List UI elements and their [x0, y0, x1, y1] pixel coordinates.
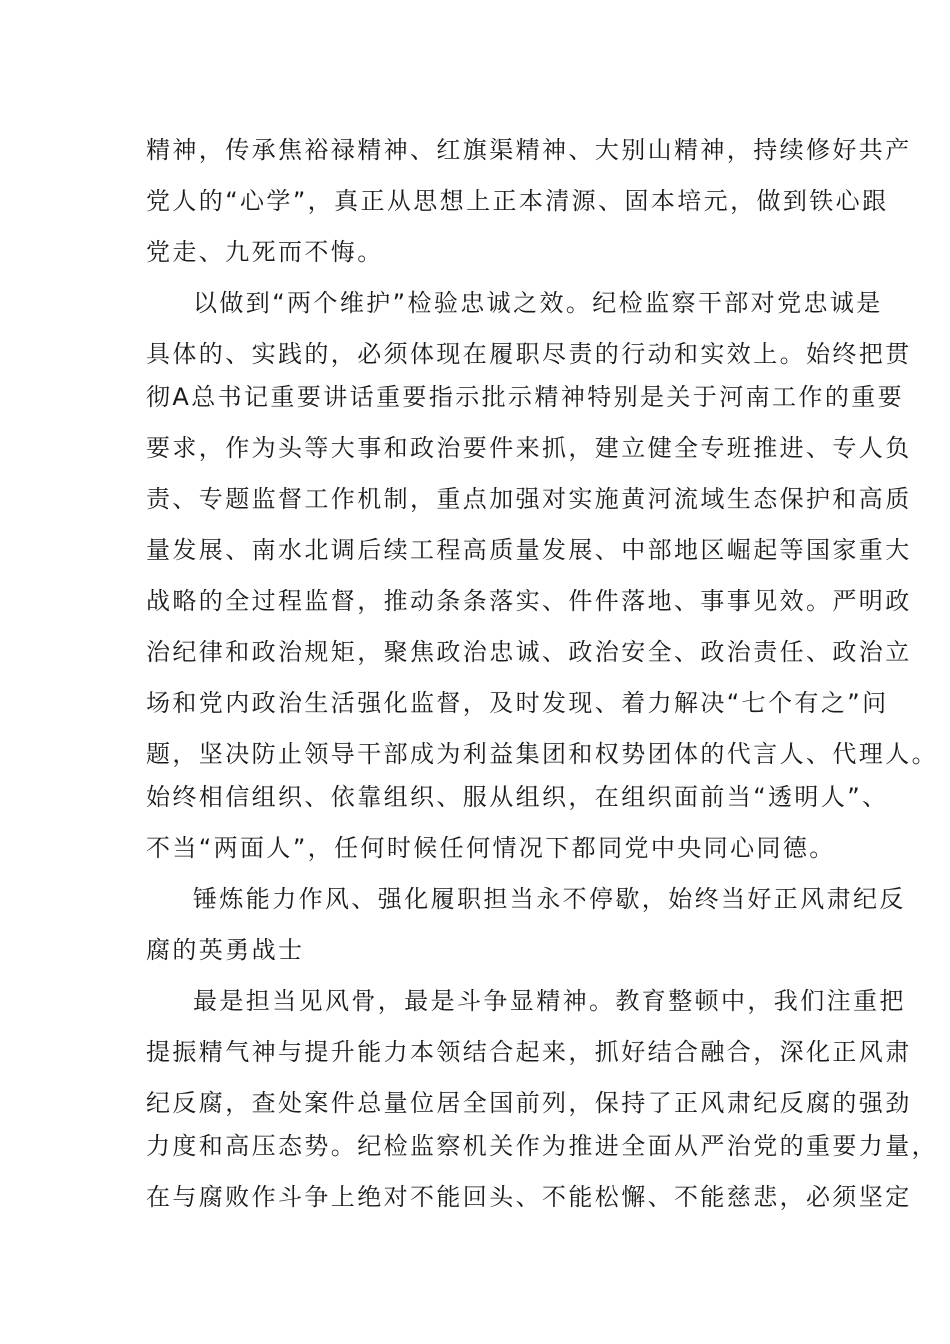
text-line: 在与腐败作斗争上绝对不能回头、不能松懈、不能慈悲，必须坚定	[146, 1183, 912, 1211]
section-heading-line: 腐的英勇战士	[146, 936, 305, 964]
paragraph-start-line: 以做到“两个维护”检验忠诚之效。纪检监察干部对党忠诚是	[193, 289, 883, 317]
section-heading-line: 锤炼能力作风、强化履职担当永不停歇，始终当好正风肃纪反	[193, 885, 906, 913]
text-line: 力度和高压态势。纪检监察机关作为推进全面从严治党的重要力量，	[146, 1132, 938, 1160]
text-line: 要求，作为头等大事和政治要件来抓，建立健全专班推进、专人负	[146, 434, 912, 462]
text-line: 党人的“心学”，真正从思想上正本清源、固本培元，做到铁心跟	[146, 187, 889, 215]
text-line: 不当“两面人”，任何时候任何情况下都同党中央同心同德。	[146, 834, 836, 862]
text-line: 党走、九死而不悔。	[146, 238, 384, 266]
text-line: 纪反腐，查处案件总量位居全国前列，保持了正风肃纪反腐的强劲	[146, 1089, 912, 1117]
text-line: 彻A总书记重要讲话重要指示批示精神特别是关于河南工作的重要	[146, 383, 905, 411]
text-line: 战略的全过程监督，推动条条落实、件件落地、事事见效。严明政	[146, 587, 912, 615]
text-line: 题，坚决防止领导干部成为利益集团和权势团体的代言人、代理人。	[146, 740, 938, 768]
text-line: 提振精气神与提升能力本领结合起来，抓好结合融合，深化正风肃	[146, 1038, 912, 1066]
paragraph-start-line: 最是担当见风骨，最是斗争显精神。教育整顿中，我们注重把	[193, 987, 906, 1015]
text-line: 精神，传承焦裕禄精神、红旗渠精神、大别山精神，持续修好共产	[146, 136, 912, 164]
text-line: 具体的、实践的，必须体现在履职尽责的行动和实效上。始终把贯	[146, 340, 912, 368]
text-line: 责、专题监督工作机制，重点加强对实施黄河流域生态保护和高质	[146, 485, 912, 513]
text-line: 场和党内政治生活强化监督，及时发现、着力解决“七个有之”问	[146, 689, 889, 717]
text-line: 量发展、南水北调后续工程高质量发展、中部地区崛起等国家重大	[146, 536, 912, 564]
text-line: 始终相信组织、依靠组织、服从组织，在组织面前当“透明人”、	[146, 783, 889, 811]
text-line: 治纪律和政治规矩，聚焦政治忠诚、政治安全、政治责任、政治立	[146, 638, 912, 666]
